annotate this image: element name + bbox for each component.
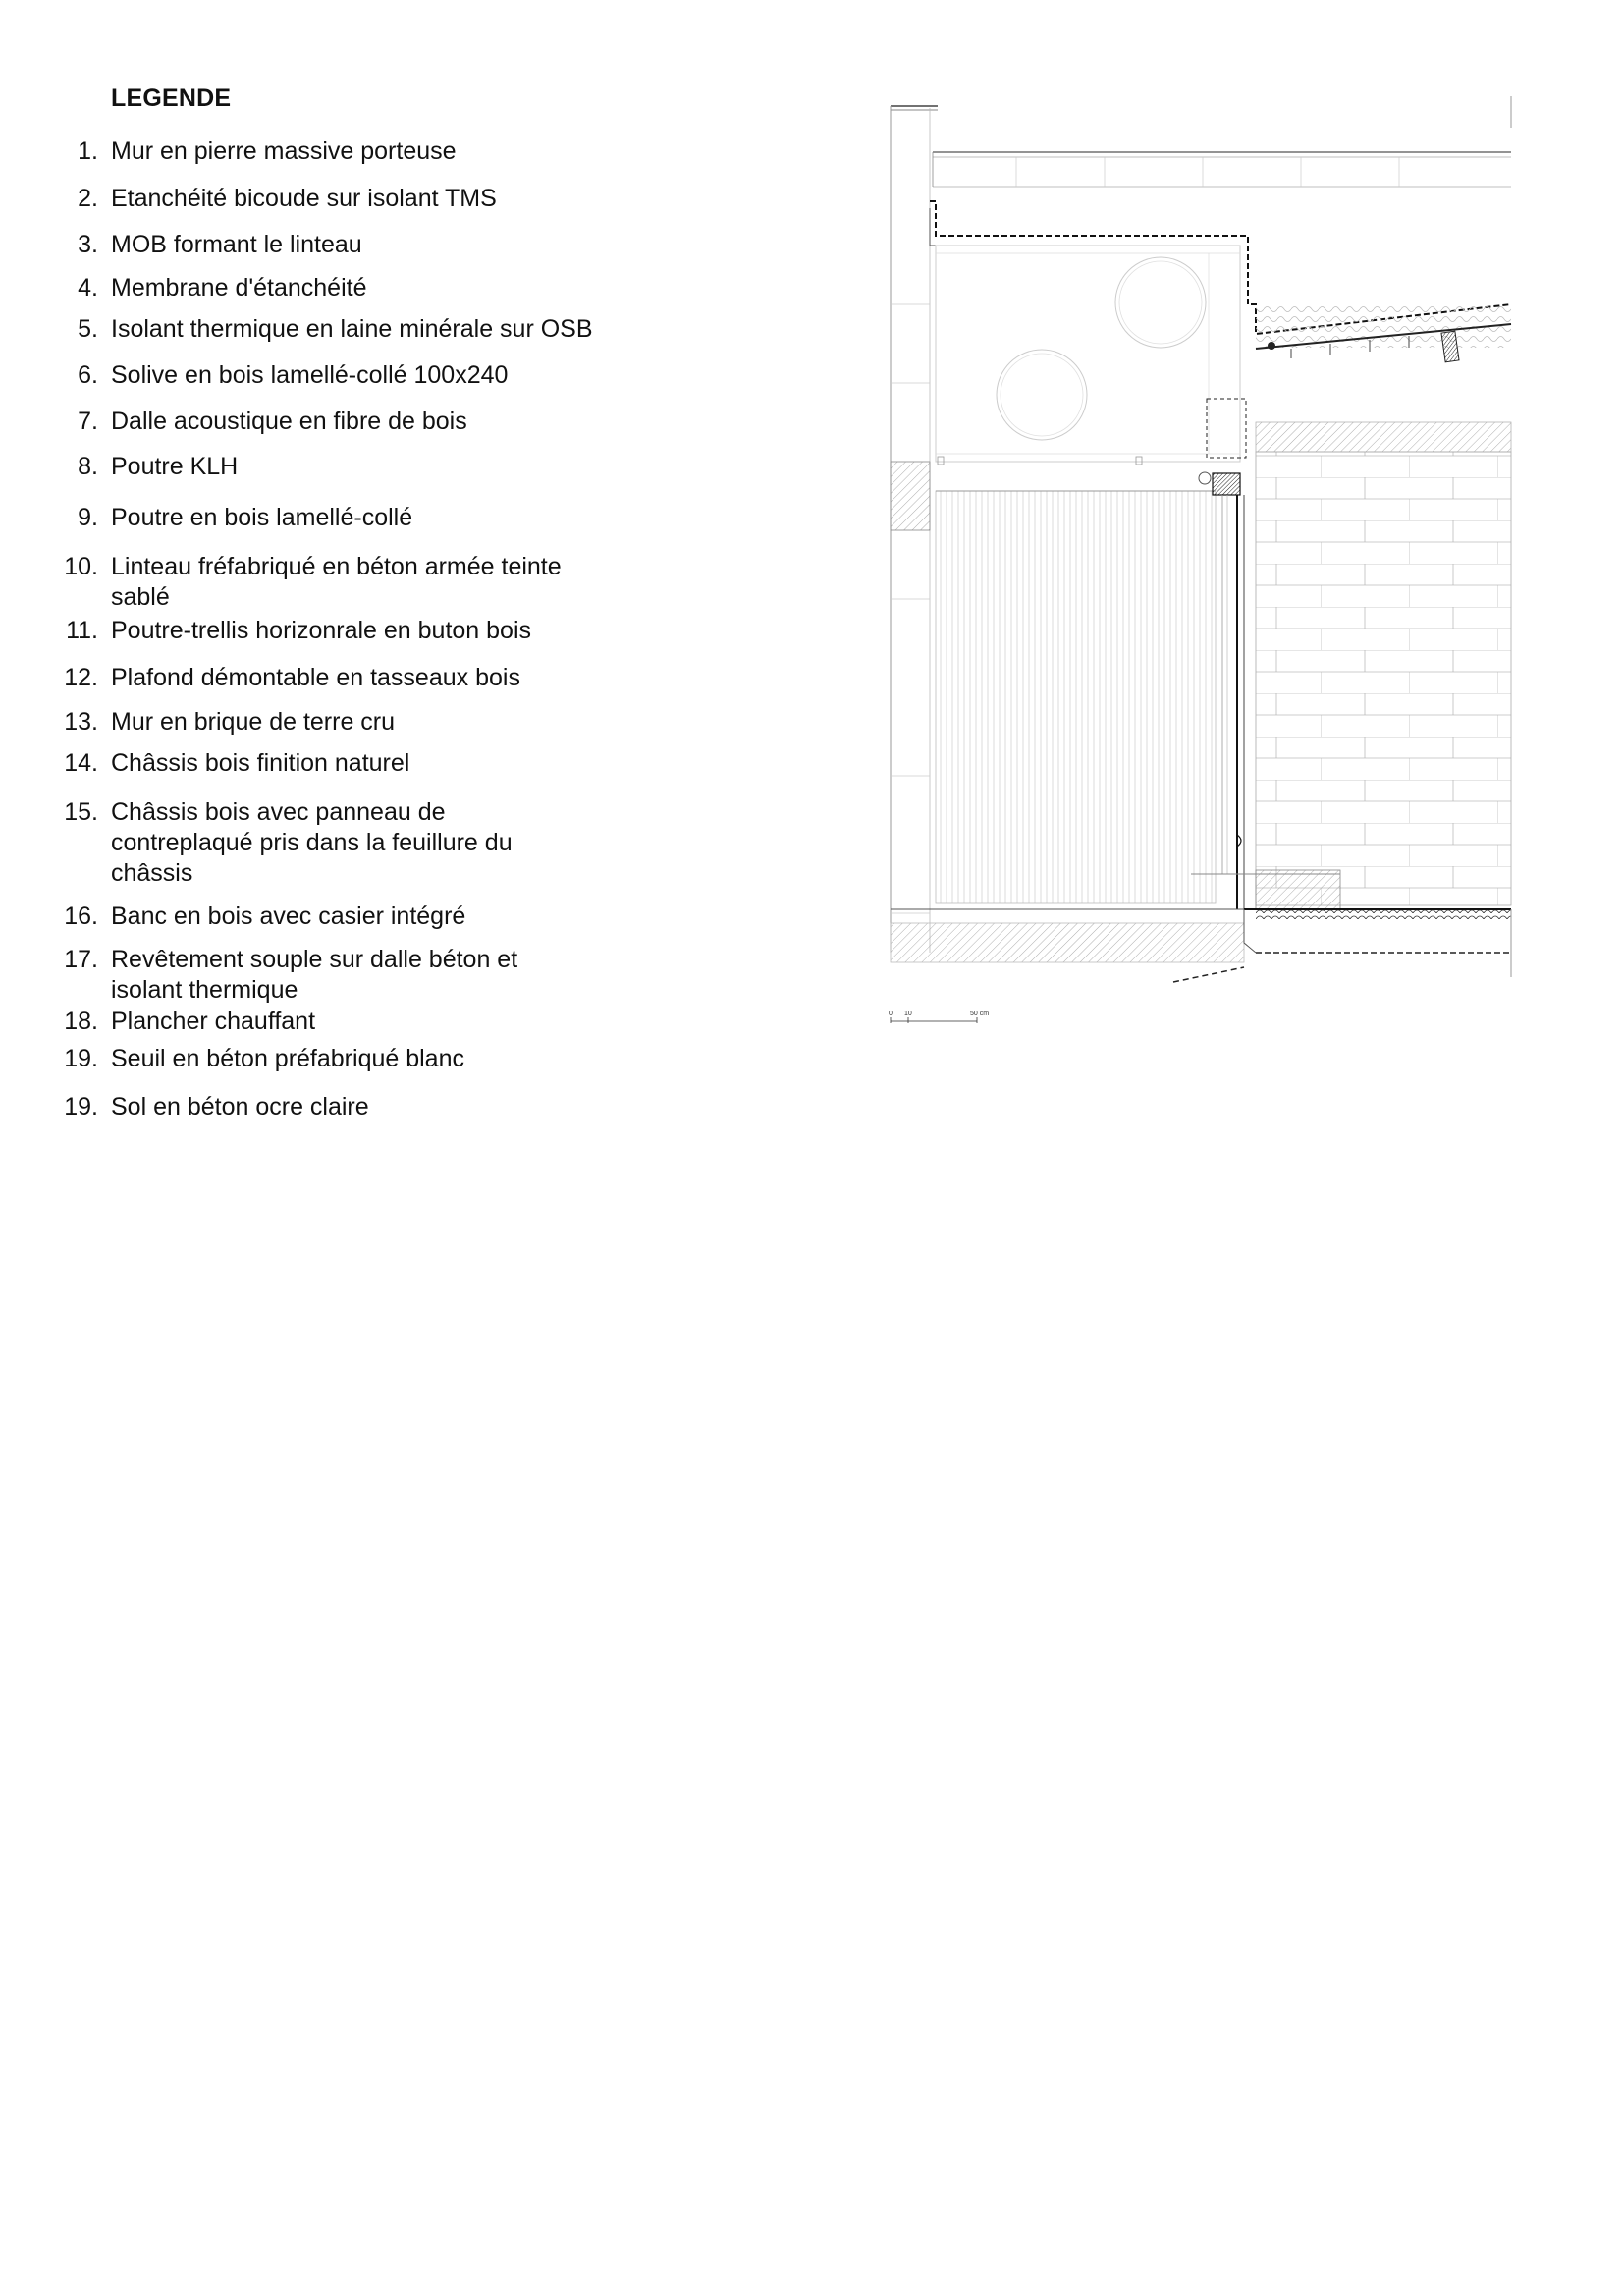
scale-label-0: 0 xyxy=(889,1011,893,1017)
legend-item-number: 13. xyxy=(64,708,98,736)
scale-label-10: 10 xyxy=(904,1011,912,1017)
legend-item-number: 11. xyxy=(66,617,98,644)
legend-item-text: Dalle acoustique en fibre de bois xyxy=(111,408,467,435)
legend-item-text: Poutre-trellis horizonrale en buton bois xyxy=(111,617,532,644)
legend-item-number: 14. xyxy=(64,749,98,777)
legend-item-text: Plafond démontable en tasseaux bois xyxy=(111,664,520,691)
legend-item-text: Banc en bois avec casier intégré xyxy=(111,902,466,930)
legend-item-number: 10. xyxy=(64,553,98,580)
legend-item-text: Isolant thermique en laine minérale sur OSB xyxy=(111,315,593,343)
legend-item-text: Linteau fréfabriqué en béton armée teinte sablé xyxy=(111,553,562,611)
legend-item-number: 1. xyxy=(78,137,98,165)
legend-item-number: 4. xyxy=(78,274,98,301)
construction-section-drawing xyxy=(879,88,1546,1041)
roof-coping xyxy=(891,96,1511,187)
floor-build-up xyxy=(891,909,1511,982)
legend-item-number: 2. xyxy=(78,185,98,212)
legend-item-text: Mur en pierre massive porteuse xyxy=(111,137,457,165)
legend-item-number: 7. xyxy=(78,408,98,435)
legend-item-number: 19. xyxy=(64,1093,98,1121)
legend-item-number: 19. xyxy=(64,1045,98,1072)
scale-bar xyxy=(889,1011,989,1023)
legend-item-number: 12. xyxy=(64,664,98,691)
legend-item-text: Seuil en béton préfabriqué blanc xyxy=(111,1045,464,1072)
legend-item-number: 5. xyxy=(78,315,98,343)
legend-item-number: 9. xyxy=(78,504,98,531)
scale-label-50: 50 cm xyxy=(970,1011,990,1017)
legend xyxy=(0,0,687,1178)
stone-wall-left xyxy=(891,106,930,953)
legend-item-number: 3. xyxy=(78,231,98,258)
legend-item-text: Mur en brique de terre cru xyxy=(111,708,396,736)
ceiling-slats xyxy=(936,491,1216,903)
lintel-wood-frame xyxy=(936,246,1246,465)
legend-item-number: 15. xyxy=(64,798,98,826)
legend-item-number: 8. xyxy=(78,453,98,480)
waterproofing-membrane xyxy=(930,201,1511,362)
legend-item-number: 18. xyxy=(64,1008,98,1035)
legend-item-text: Plancher chauffant xyxy=(111,1008,316,1035)
legend-item-text: Poutre en bois lamellé-collé xyxy=(111,504,413,531)
legend-item-text: Châssis bois avec panneau de contreplaqué pris dans la feuillure du châssis xyxy=(111,798,513,887)
legend-item-text: Revêtement souple sur dalle béton et isolant thermique xyxy=(111,946,518,1004)
legend-item-text: Châssis bois finition naturel xyxy=(111,749,410,777)
legend-item-text: Membrane d'étanchéité xyxy=(111,274,367,301)
legend-title: LEGENDE xyxy=(111,84,232,112)
legend-item-text: MOB formant le linteau xyxy=(111,231,362,258)
legend-item-number: 6. xyxy=(78,361,98,389)
legend-item-text: Sol en béton ocre claire xyxy=(111,1093,369,1121)
legend-item-text: Poutre KLH xyxy=(111,453,239,480)
legend-item-number: 16. xyxy=(64,902,98,930)
legend-item-text: Etanchéité bicoude sur isolant TMS xyxy=(111,185,497,212)
legend-item-number: 17. xyxy=(64,946,98,973)
legend-item-text: Solive en bois lamellé-collé 100x240 xyxy=(111,361,509,389)
